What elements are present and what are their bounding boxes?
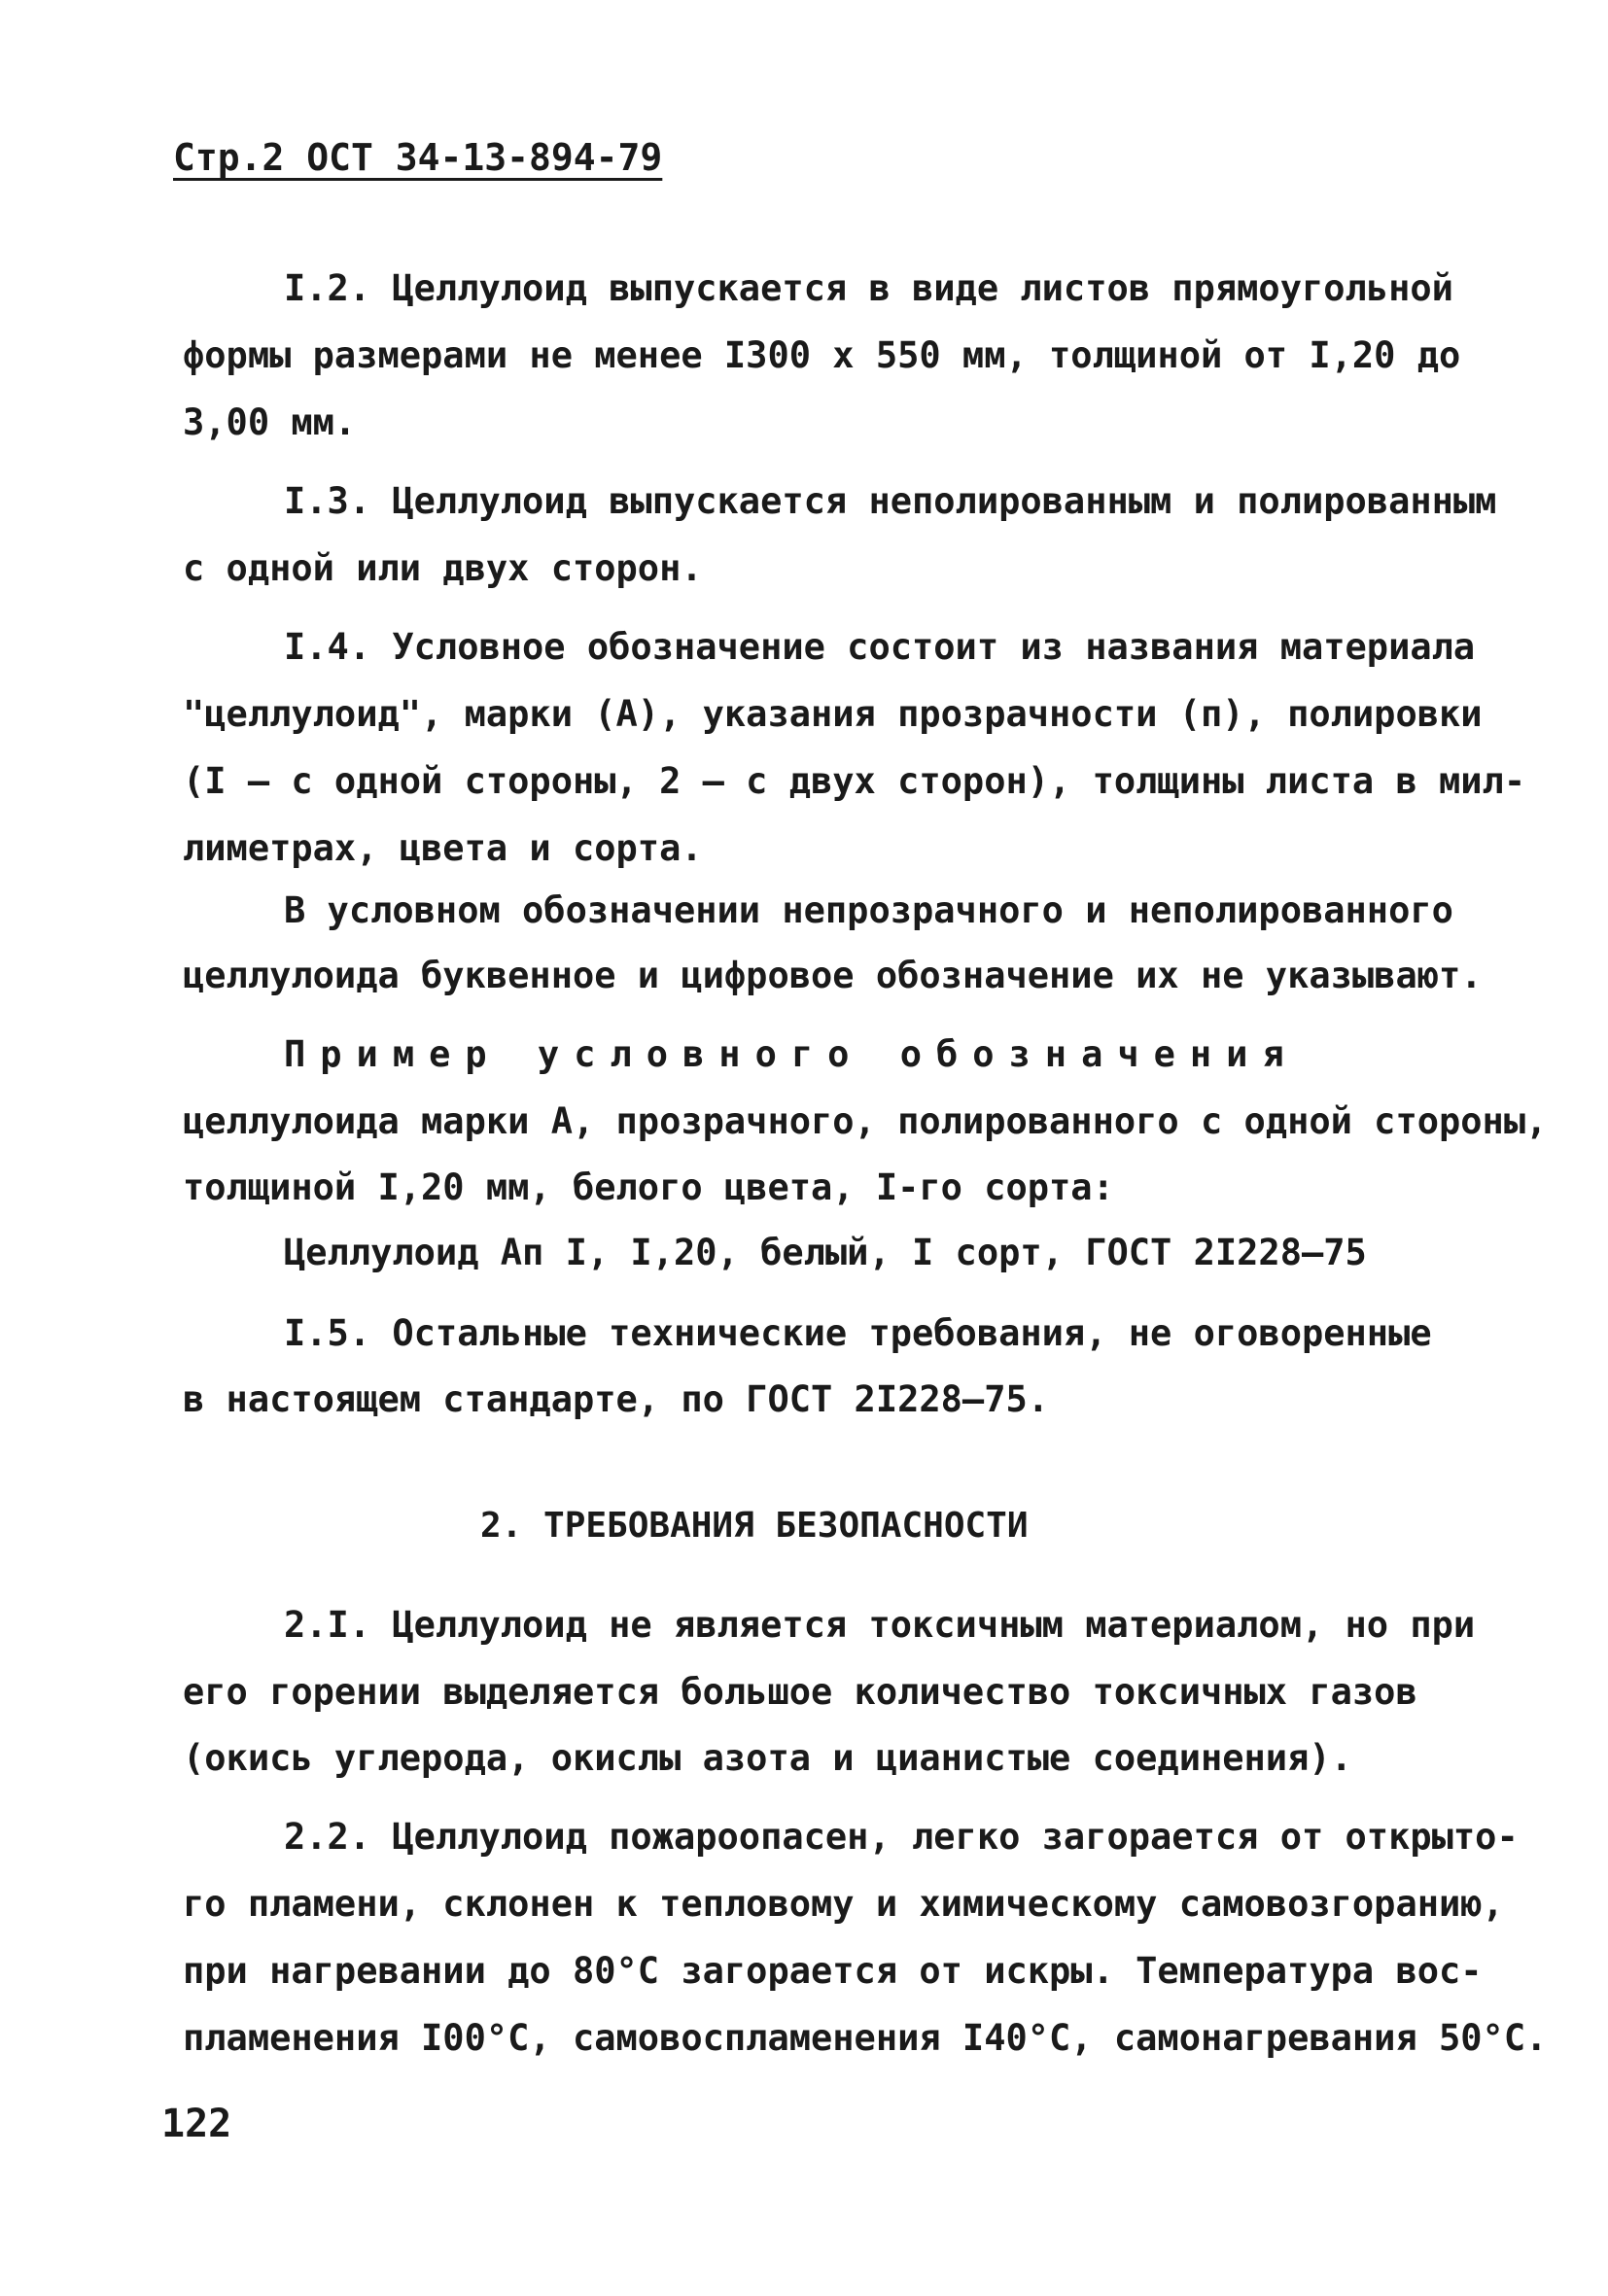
clause-2-2-line-3: при нагревании до 80°С загорается от искры. Температура вос- <box>183 1950 1483 1992</box>
example-designation: Целлулоид Ап I, I,20, белый, I сорт, ГОСТ 2I228–75 <box>284 1232 1367 1273</box>
clause-1-3-line-1: I.3. Целлулоид выпускается неполированным и полированным <box>284 480 1497 522</box>
designation-note-line-1: В условном обозначении непрозрачного и неполированного <box>284 889 1453 931</box>
page-header: Стр.2 ОСТ 34-13-894-79 <box>173 136 663 179</box>
clause-2-1-line-3: (окись углерода, окислы азота и цианистые соединения). <box>183 1737 1352 1779</box>
example-heading: Пример условного обозначения <box>284 1033 1299 1075</box>
clause-2-1-line-1: 2.I. Целлулоид не является токсичным материалом, но при <box>284 1604 1476 1646</box>
clause-1-3-line-2: с одной или двух сторон. <box>183 547 703 589</box>
clause-2-2-line-4: пламенения I00°С, самовоспламенения I40°С, самонагревания 50°С. <box>183 2017 1548 2059</box>
example-line-1: целлулоида марки А, прозрачного, полированного с одной стороны, <box>183 1100 1548 1142</box>
clause-1-4-line-2: "целлулоид", марки (А), указания прозрачности (п), полировки <box>183 693 1483 735</box>
clause-1-4-line-4: лиметрах, цвета и сорта. <box>183 827 703 869</box>
clause-1-2-line-2: формы размерами не менее I300 х 550 мм, толщиной от I,20 до <box>183 334 1461 376</box>
clause-1-4-line-3: (I – с одной стороны, 2 – с двух сторон), толщины листа в мил- <box>183 760 1526 802</box>
clause-2-2-line-2: го пламени, склонен к тепловому и химическому самовозгоранию, <box>183 1883 1504 1925</box>
page-number: 122 <box>161 2102 232 2146</box>
clause-1-4-line-1: I.4. Условное обозначение состоит из названия материала <box>284 626 1476 668</box>
clause-1-5-line-2: в настоящем стандарте, по ГОСТ 2I228–75. <box>183 1378 1050 1420</box>
clause-2-2-line-1: 2.2. Целлулоид пожароопасен, легко загорается от открыто- <box>284 1816 1519 1858</box>
clause-1-2-line-1: I.2. Целлулоид выпускается в виде листов прямоугольной <box>284 267 1453 309</box>
example-line-2: толщиной I,20 мм, белого цвета, I-го сорта: <box>183 1166 1114 1208</box>
clause-2-1-line-2: его горении выделяется большое количество токсичных газов <box>183 1671 1417 1713</box>
clause-1-2-line-3: 3,00 мм. <box>183 401 357 443</box>
section-title: 2. ТРЕБОВАНИЯ БЕЗОПАСНОСТИ <box>480 1506 1029 1546</box>
designation-note-line-2: целлулоида буквенное и цифровое обозначение их не указывают. <box>183 955 1483 996</box>
clause-1-5-line-1: I.5. Остальные технические требования, не оговоренные <box>284 1312 1432 1354</box>
